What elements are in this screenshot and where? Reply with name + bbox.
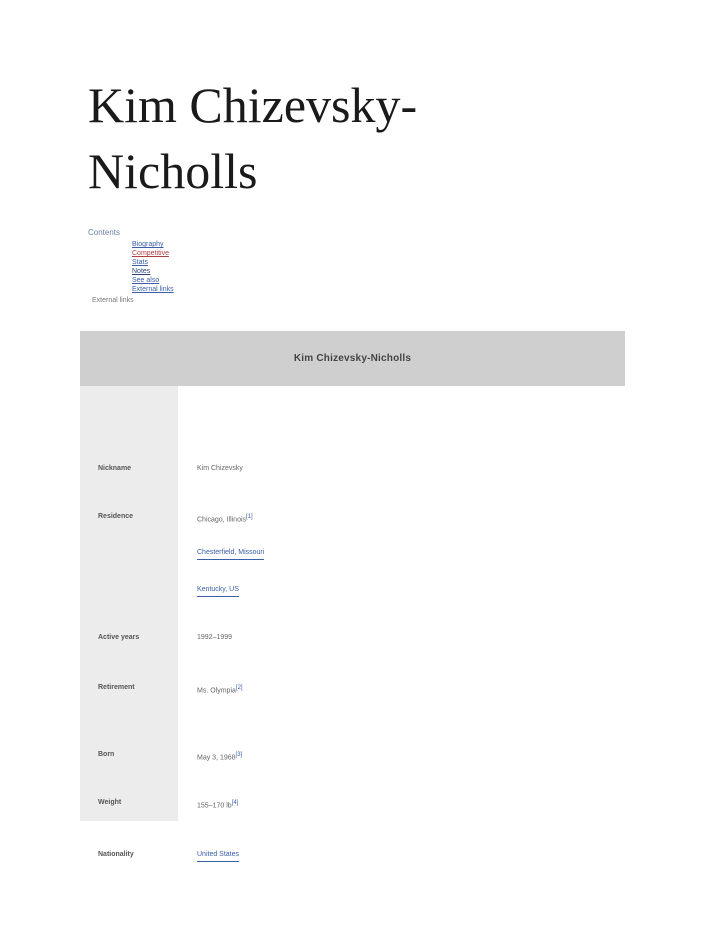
infobox-value-residence-link-1[interactable]: Chesterfield, Missouri <box>197 547 264 560</box>
toc-item-see-also[interactable]: See also <box>132 277 160 284</box>
infobox-label-retirement: Retirement <box>98 684 135 691</box>
citation-marker[interactable]: [2] <box>235 685 243 691</box>
citation-marker[interactable]: [1] <box>246 514 253 520</box>
infobox-label-active-years: Active years <box>98 634 140 641</box>
toc-footer: External links <box>92 297 134 304</box>
infobox <box>80 331 625 858</box>
infobox-label-residence: Residence <box>98 513 134 520</box>
infobox-value-born: May 3, 1968[3] <box>197 752 243 762</box>
infobox-value-active-years: 1992–1999 <box>197 634 233 641</box>
infobox-title: Kim Chizevsky-Nicholls <box>80 331 625 386</box>
table-of-contents <box>88 228 174 304</box>
infobox-value-weight: 155–170 lb[4] <box>197 800 239 810</box>
infobox-value-nationality[interactable]: United States <box>197 849 239 862</box>
infobox-label-born: Born <box>98 751 115 758</box>
toc-item-competitive[interactable]: Competitive <box>132 250 169 257</box>
citation-marker[interactable]: [4] <box>231 800 239 806</box>
infobox-value-residence-link-2[interactable]: Kentucky, US <box>197 584 239 597</box>
toc-heading: Contents <box>88 228 121 237</box>
toc-item-biography[interactable]: Biography <box>132 241 164 248</box>
citation-marker[interactable]: [3] <box>235 752 243 758</box>
infobox-labels-column <box>80 386 178 858</box>
infobox-label-nationality: Nationality <box>98 851 134 858</box>
infobox-label-weight: Weight <box>98 799 122 806</box>
toc-item-external-links[interactable]: External links <box>132 286 174 293</box>
page-title: Kim Chizevsky-Nicholls <box>88 77 418 199</box>
infobox-label-nickname: Nickname <box>98 465 132 472</box>
toc-item-notes[interactable]: Notes <box>132 268 151 275</box>
infobox-value-residence: Chicago, Illinois[1] <box>197 514 253 524</box>
infobox-values-column <box>178 386 625 858</box>
toc-item-stats[interactable]: Stats <box>132 259 148 266</box>
toc-list <box>132 240 174 294</box>
infobox-value-retirement: Ms. Olympia[2] <box>197 685 243 695</box>
infobox-value-nickname: Kim Chizevsky <box>197 465 243 472</box>
